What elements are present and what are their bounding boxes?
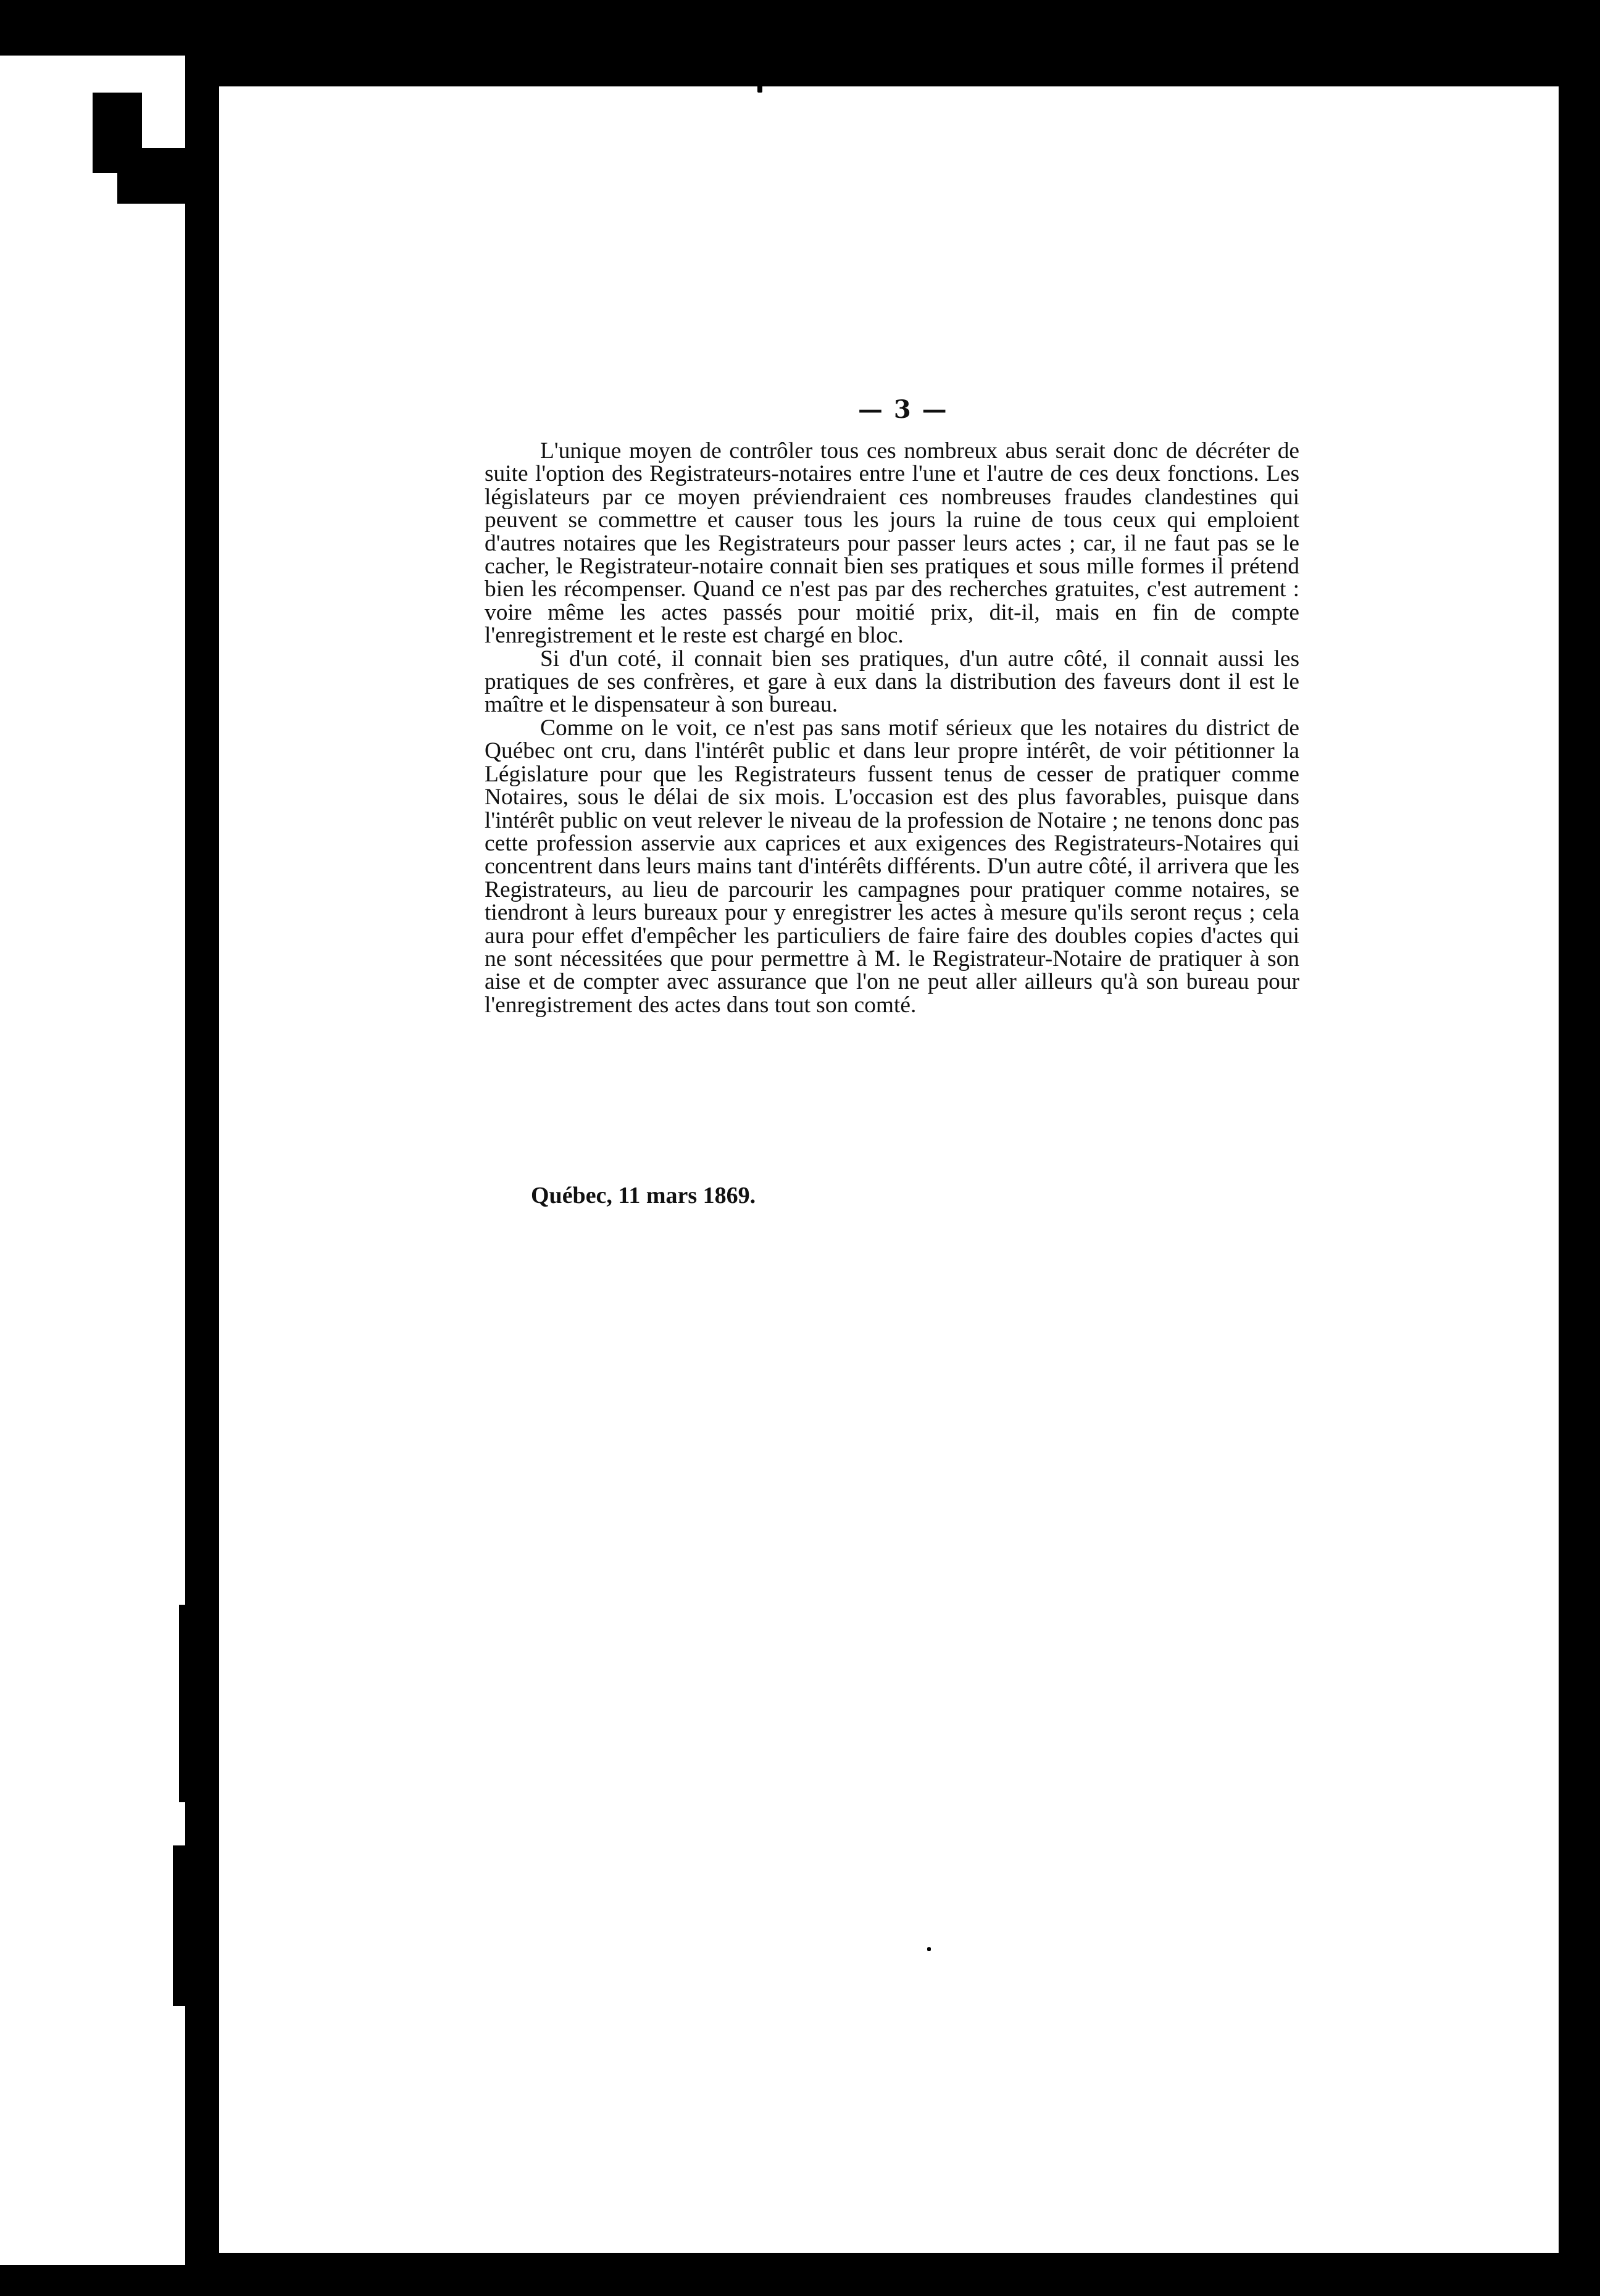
page-number: — 3 — [858, 395, 948, 424]
scan-speck [696, 17, 700, 22]
scan-speck [927, 1947, 931, 1951]
paragraph-1: L'unique moyen de contrôler tous ces nombreux abus serait donc de décréter de suite l'option des Registrateurs-notaires entre l'une et l'autre de ces deux fonctions. Les législateurs par ce moyen préviendraient ces nombreuses fraudes clandestines qui peuvent se commettre et causer tous les jours la ruine de tous ceux qui emploient d'autres notaires que les Registrateurs pour passer leurs actes ; car, il ne faut pas se le cacher, le Registrateur-notaire connait bien ses pratiques et sous mille formes il prétend bien les récompenser. Quand ce n'est pas par des recherches gratuites, c'est autrement : voire même les actes passés pour moitié prix, dit-il, mais en fin de compte l'enregistrement et le reste est chargé en bloc. [485, 438, 1299, 649]
place-date-signature: Québec, 11 mars 1869. [531, 1183, 756, 1208]
body-text [485, 439, 1299, 1017]
scan-speck [757, 84, 762, 93]
paragraph-2: Si d'un coté, il connait bien ses pratiques, d'un autre côté, il connait aussi les pratiques de ses confrères, et gare à eux dans la distribution des faveurs dont il est le maître et le dispensateur à son bureau. [485, 646, 1299, 718]
facing-page-edge [0, 56, 185, 2265]
page-gutter [185, 0, 219, 2296]
paragraph-3: Comme on le voit, ce n'est pas sans motif sérieux que les notaires du district de Québec ont cru, dans l'intérêt public et dans leur propre intérêt, de voir pétitionner la Législature pour que les Registrateurs fussent tenus de cesser de pratiquer comme Notaires, sous le délai de six mois. L'occasion est des plus favorables, puisque dans l'intérêt public on veut relever le niveau de la profession de Notaire ; ne tenons donc pas cette profession asservie aux caprices et aux exigences des Registrateurs-Notaires qui concentrent dans leurs mains tant d'intérêts différents. D'un autre côté, il arrivera que les Registrateurs, au lieu de parcourir les campagnes pour pratiquer comme notaires, se tiendront à leurs bureaux pour y enregistrer les actes à mesure qu'ils seront reçus ; cela aura pour effet d'empêcher les particuliers de faire faire des doubles copies d'actes qui ne sont nécessitées que pour permettre à M. le Registrateur-Notaire de pratiquer à son aise et de compter avec assurance que l'on ne peut aller ailleurs qu'à son bureau pour l'enregistrement des actes dans tout son comté. [485, 715, 1299, 1018]
